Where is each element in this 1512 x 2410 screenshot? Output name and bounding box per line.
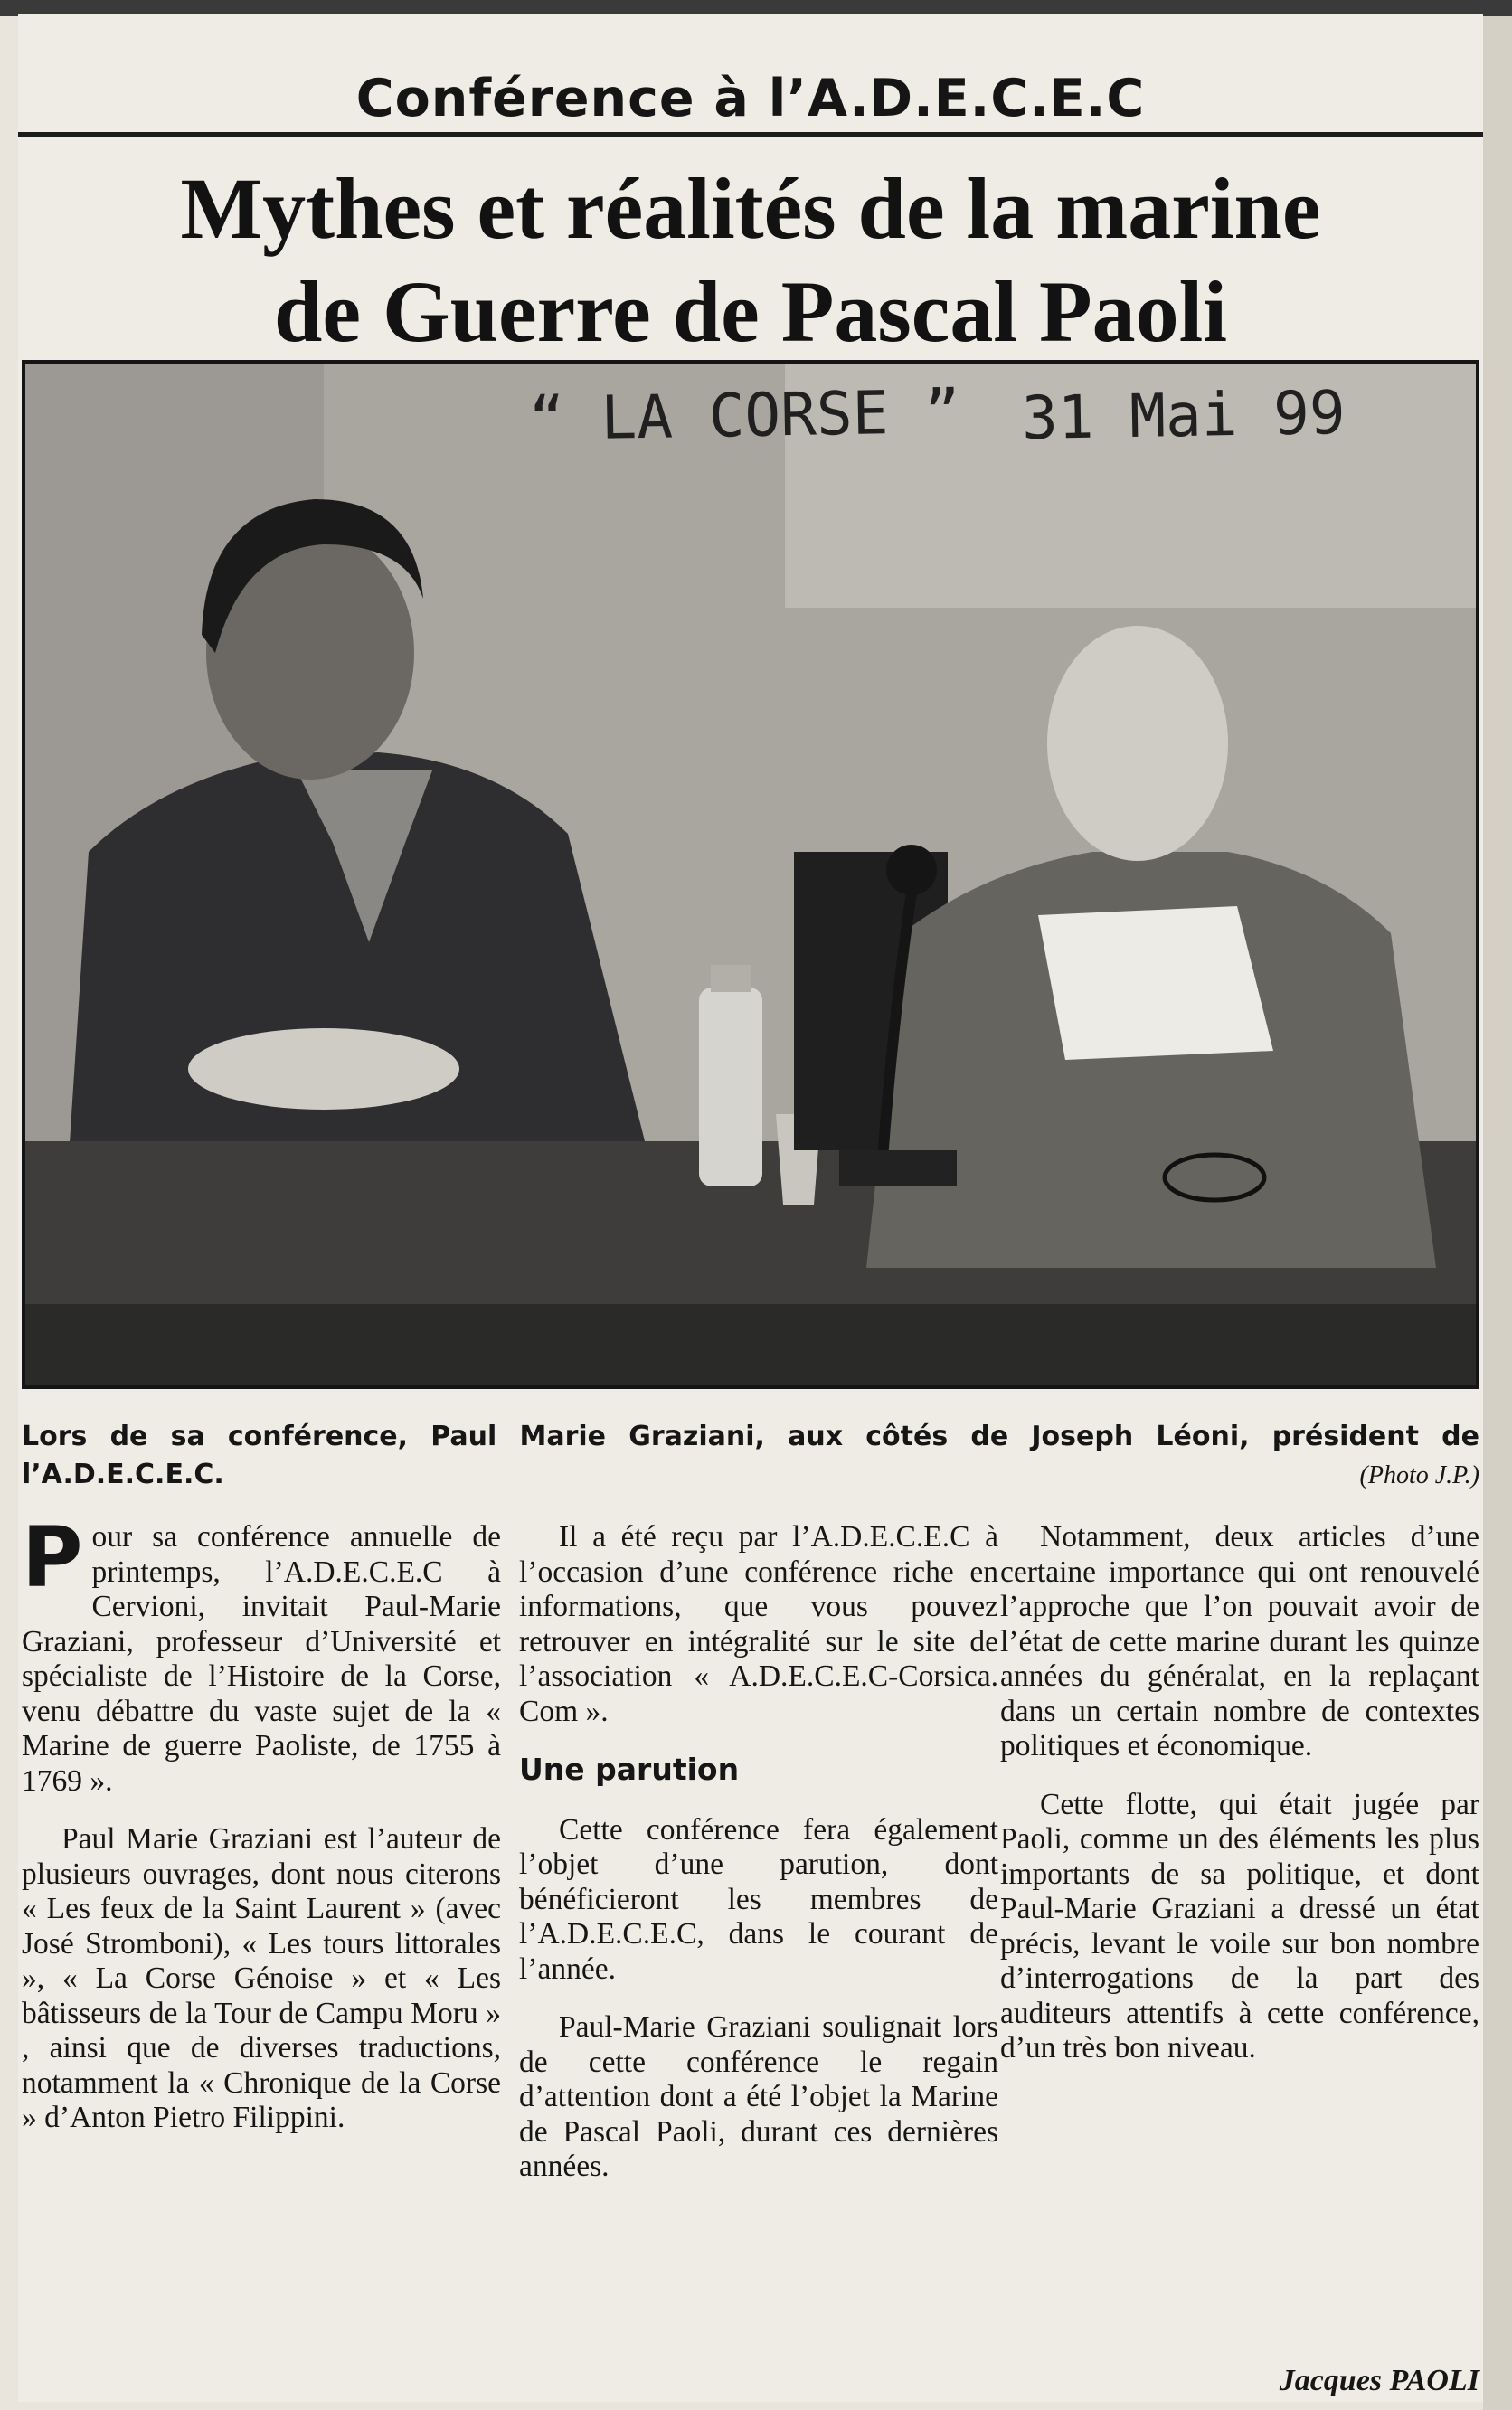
author-signature: Jacques PAOLI — [1279, 2364, 1479, 2397]
photo — [22, 360, 1479, 1389]
column-2-paragraph-3: Paul-Marie Graziani soulignait lors de cette conférence le regain d’attention dont a été l’objet la Marine de Pascal Paoli, durant ces dernières années. — [519, 2010, 998, 2183]
article-column-3 — [1000, 1520, 1479, 2090]
column-1-paragraph-2: Paul Marie Graziani est l’auteur de plusieurs ouvrages, dont nous citerons « Les feux de la Saint Laurent » (avec José Stromboni), « Les tours littorales », « La Corse Génoise » et « Les bâtisseurs de la Tour de Campu Moru » , ainsi que de diverses traductions, notamment la « Chronique de la Corse » d’Anton Pietro Filippini. — [22, 1822, 501, 2134]
bottle-cap — [711, 965, 751, 992]
article-column-2 — [519, 1520, 998, 2208]
headline — [18, 157, 1483, 364]
handwritten-date: 31 Mai 99 — [1021, 377, 1347, 454]
column-1-paragraph-1: Pour sa conférence annuelle de printemps, l’A.D.E.C.E.C à Cervioni, invitait Paul-Marie Graziani, professeur d’Université et spécialiste de l’Histoire de la Corse, venu débattre du vaste sujet de la « Marine de guerre Paoliste, de 1755 à 1769 ». — [22, 1509, 501, 1798]
drop-cap: P — [22, 1509, 83, 1606]
reading-paper — [1038, 906, 1273, 1060]
newspaper-clipping — [18, 14, 1483, 2402]
microphone-base — [839, 1150, 957, 1186]
scan-right-edge — [1483, 16, 1512, 2410]
top-rule — [18, 132, 1483, 137]
headline-line-1: Mythes et réalités de la marine — [180, 160, 1321, 257]
handwritten-source: “ LA CORSE ” — [528, 376, 961, 455]
table-front — [25, 1304, 1476, 1385]
microphone-head — [886, 845, 937, 895]
column-2-paragraph-1: Il a été reçu par l’A.D.E.C.E.C à l’occasion d’une conférence riche en informations, que vous pouvez retrouver en intégralité sur le site de l’association « A.D.E.C.E.C-Corsica. Com ». — [519, 1520, 998, 1728]
article-column-1 — [22, 1509, 501, 2160]
water-bottle — [699, 988, 762, 1186]
headline-line-2: de Guerre de Pascal Paoli — [273, 263, 1228, 360]
right-man-head — [1047, 626, 1228, 861]
kicker-title: Conférence à l’A.D.E.C.E.C — [355, 69, 1146, 128]
column-3-paragraph-2: Cette flotte, qui était jugée par Paoli, comme un des éléments les plus importants de sa politique, et dont Paul-Marie Graziani a dressé un état précis, levant le voile sur bon nombre d’interrogations de la part des auditeurs attentifs à cette conférence, d’un très bon niveau. — [1000, 1787, 1479, 2065]
column-3-paragraph-1: Notamment, deux articles d’une certaine importance qui ont renouvelé l’approche que l’on pouvait avoir de l’état de cette marine durant les quinze années du généralat, en la replaçant dans un certain nombre de contextes politiques et économique. — [1000, 1520, 1479, 1763]
column-2-paragraph-2: Cette conférence fera également l’objet d’une parution, dont bénéficieront les membres de l’A.D.E.C.E.C, dans le courant de l’année. — [519, 1812, 998, 1986]
left-man-hands — [188, 1028, 459, 1110]
photo-illustration — [25, 364, 1476, 1385]
photo-caption: Lors de sa conférence, Paul Marie Graziani, aux côtés de Joseph Léoni, président de l’A.D.E.C.E.C. — [22, 1421, 1479, 1490]
subheading: Une parution — [519, 1752, 740, 1787]
photo-credit: (Photo J.P.) — [1359, 1461, 1479, 1489]
